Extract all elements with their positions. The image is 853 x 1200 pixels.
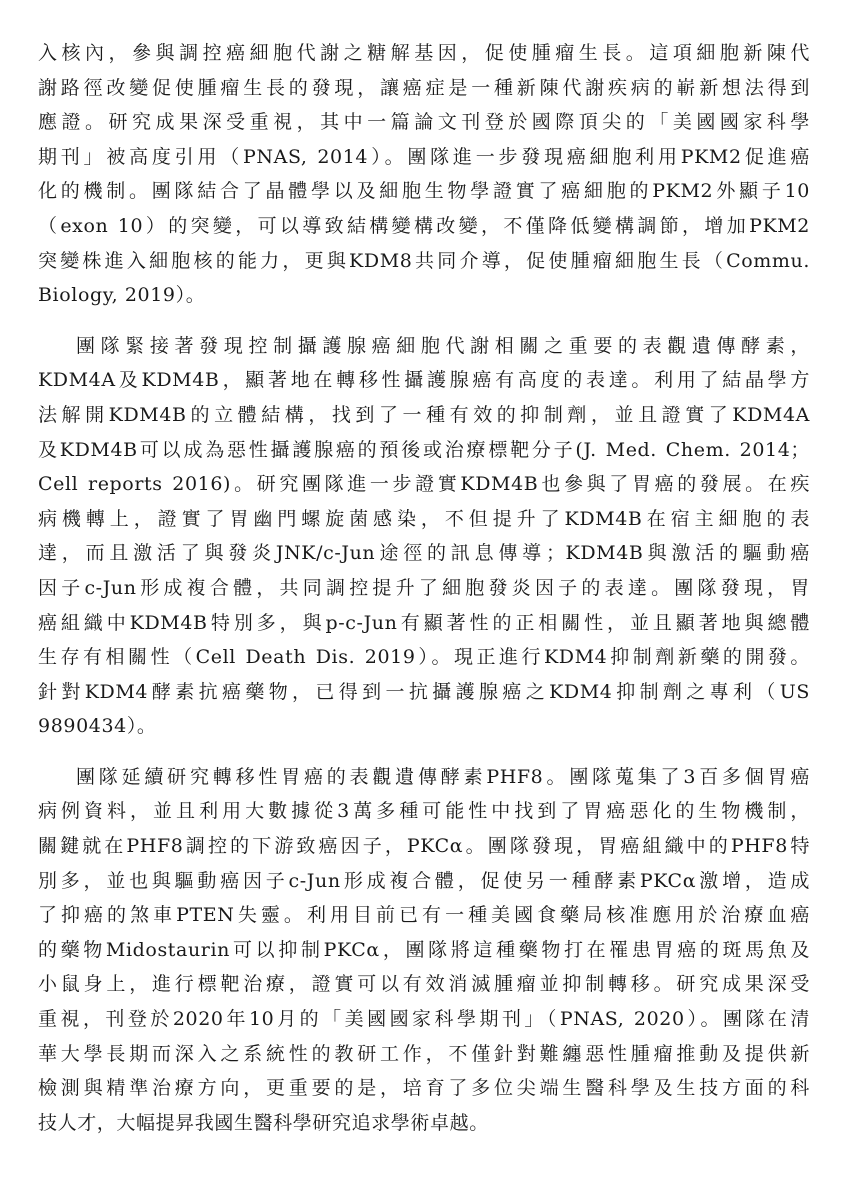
text-line: 技人才，大幅提昇我國生醫科學研究追求學術卓越。 (38, 1111, 489, 1134)
text-line: 謝路徑改變促使腫瘤生長的發現，讓癌症是一種新陳代謝疾病的嶄新想法得到 (38, 76, 810, 99)
text-line: 病機轉上，證實了胃幽門螺旋菌感染，不但提升了KDM4B在宿主細胞的表 (38, 507, 810, 530)
paragraph-kdm4 (38, 329, 810, 744)
text-line: 癌組織中KDM4B特別多，與p-c-Jun有顯著性的正相關性，並且顯著地與總體 (38, 611, 810, 634)
text-line: 了抑癌的煞車PTEN失靈。利用目前已有一種美國食藥局核准應用於治療血癌 (38, 904, 810, 927)
paragraph-pkm2 (38, 36, 810, 313)
text-line: 9890434）。 (38, 715, 157, 738)
text-line: 期刊」被高度引用（PNAS, 2014）。團隊進一步發現癌細胞利用PKM2促進癌 (38, 145, 810, 168)
text-line: 檢測與精準治療方向，更重要的是，培育了多位尖端生醫科學及生技方面的科 (38, 1077, 810, 1100)
text-line: 針對KDM4酵素抗癌藥物，已得到一抗攝護腺癌之KDM4抑制劑之專利（US (38, 680, 810, 703)
text-line: 因子c-Jun形成複合體，共同調控提升了細胞發炎因子的表達。團隊發現，胃 (38, 576, 810, 599)
text-line: 突變株進入細胞核的能力，更與KDM8共同介導，促使腫瘤細胞生長（Commu. (38, 249, 810, 272)
text-line: （exon 10）的突變，可以導致結構變構改變，不僅降低變構調節，增加PKM2 (38, 214, 810, 237)
text-line: Cell reports 2016)。研究團隊進一步證實KDM4B也參與了胃癌的發展。在疾 (38, 473, 810, 496)
text-line: 華大學長期而深入之系統性的教研工作，不僅針對難纏惡性腫瘤推動及提供新 (38, 1042, 810, 1065)
text-line: 應證。研究成果深受重視，其中一篇論文刊登於國際頂尖的「美國國家科學 (38, 111, 810, 134)
text-line: 團隊緊接著發現控制攝護腺癌細胞代謝相關之重要的表觀遺傳酵素， (76, 334, 810, 357)
text-line: 別多，並也與驅動癌因子c-Jun形成複合體，促使另一種酵素PKCα激增，造成 (38, 869, 810, 892)
text-line: 團隊延續研究轉移性胃癌的表觀遺傳酵素PHF8。團隊蒐集了3百多個胃癌 (76, 765, 810, 788)
text-line: 關鍵就在PHF8調控的下游致癌因子，PKCα。團隊發現，胃癌組織中的PHF8特 (38, 835, 810, 858)
text-line: 及KDM4B可以成為惡性攝護腺癌的預後或治療標靶分子(J. Med. Chem. 2014； (38, 438, 810, 461)
text-line: KDM4A及KDM4B，顯著地在轉移性攝護腺癌有高度的表達。利用了結晶學方 (38, 369, 810, 392)
text-line: 法解開KDM4B的立體結構，找到了一種有效的抑制劑，並且證實了KDM4A (38, 403, 810, 426)
text-line: 病例資料，並且利用大數據從3萬多種可能性中找到了胃癌惡化的生物機制， (38, 800, 810, 823)
text-line: 入核內，參與調控癌細胞代謝之糖解基因，促使腫瘤生長。這項細胞新陳代 (38, 42, 810, 64)
text-line: 化的機制。團隊結合了晶體學以及細胞生物學證實了癌細胞的PKM2外顯子10 (38, 180, 810, 203)
document-page (38, 36, 810, 1140)
text-line: 的藥物Midostaurin可以抑制PKCα，團隊將這種藥物打在罹患胃癌的斑馬魚及 (38, 938, 810, 961)
paragraph-phf8 (38, 760, 810, 1141)
text-line: 達，而且激活了與發炎JNK/c-Jun途徑的訊息傳導；KDM4B與激活的驅動癌 (38, 542, 810, 565)
text-line: 生存有相關性（Cell Death Dis. 2019）。現正進行KDM4抑制劑新藥的開發。 (38, 646, 810, 669)
text-line: 小鼠身上，進行標靶治療，證實可以有效消滅腫瘤並抑制轉移。研究成果深受 (38, 973, 810, 996)
text-line: Biology, 2019）。 (38, 284, 206, 307)
text-line: 重視，刊登於2020年10月的「美國國家科學期刊」（PNAS, 2020）。團隊在清 (38, 1008, 810, 1031)
